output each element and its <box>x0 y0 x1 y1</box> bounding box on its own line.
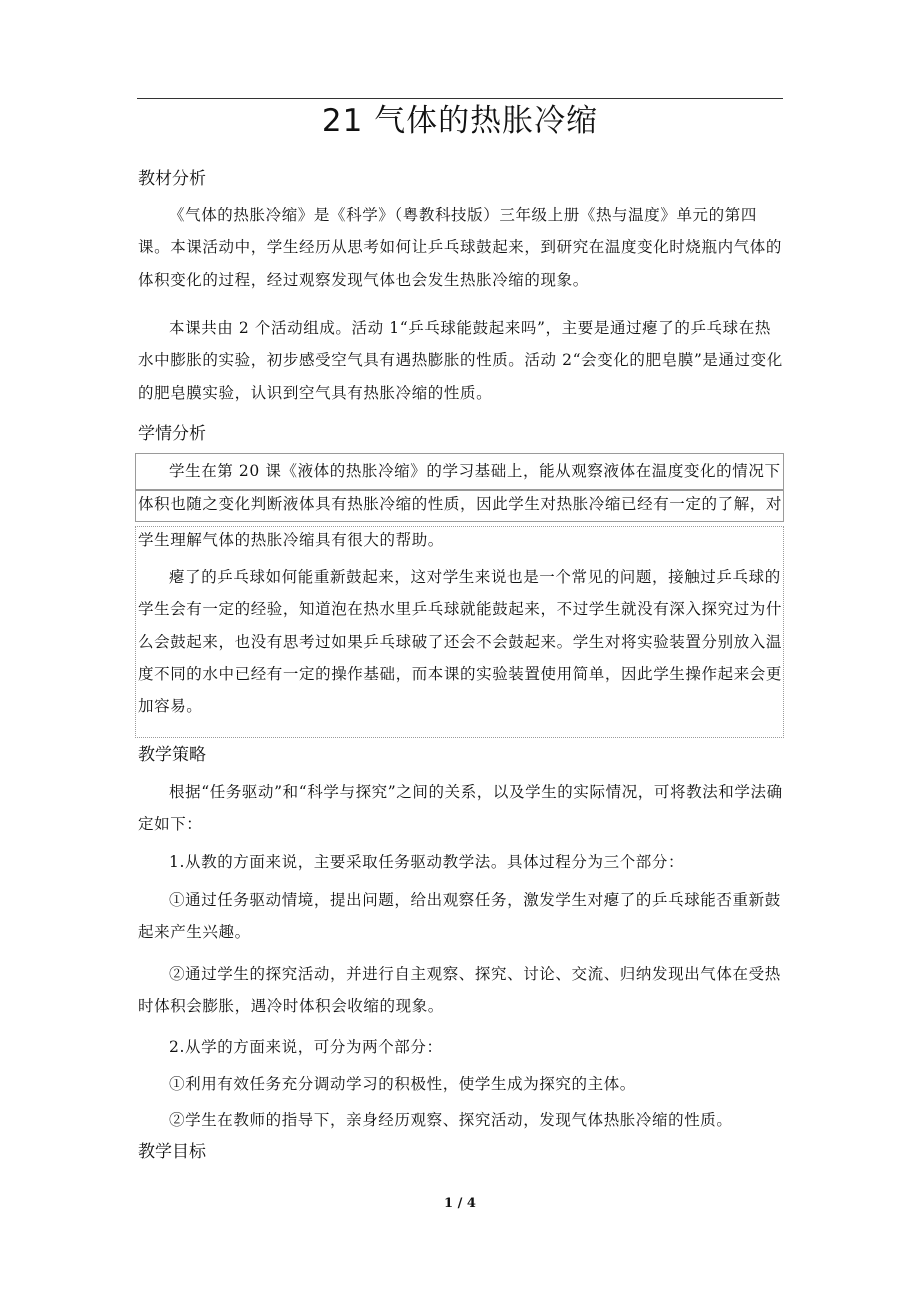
paragraph-material-2: 本课共由 2 个活动组成。活动 1“乒乓球能鼓起来吗”，主要是通过瘪了的乒乓球在热水中膨胀的实验，初步感受空气具有遇热膨胀的性质。活动 2“会变化的肥皂膜”是通过变化的肥皂膜实验，认识到空气具有热胀冷缩的性质。 <box>138 319 783 402</box>
paragraph-strategy-learning-step-2: ②学生在教师的指导下，亲身经历观察、探究活动，发现气体热胀冷缩的性质。 <box>169 1111 733 1129</box>
section-heading-material-analysis: 教材分析 <box>138 169 206 189</box>
paragraph-strategy-intro: 根据“任务驱动”和“科学与探究”之间的关系，以及学生的实际情况，可将教法和学法确定如下： <box>138 783 783 834</box>
paragraph-student-2: 瘪了的乒乓球如何能重新鼓起来，这对学生来说也是一个常见的问题，接触过乒乓球的学生会有一定的经验，知道泡在热水里乒乓球就能鼓起来，不过学生就没有深入探究过为什么会鼓起来，也没有思考过如果乒乓球破了还会不会鼓起来。学生对将实验装置分别放入温度不同的水中已经有一定的操作基础，而本课的实验装置使用简单，因此学生操作起来会更加容易。 <box>138 568 783 716</box>
paragraph-student-line-1: 学生在第 20 课《液体的热胀冷缩》的学习基础上，能从观察液体在温度变化的情况下 <box>169 462 781 480</box>
section-heading-teaching-strategy: 教学策略 <box>138 745 206 765</box>
paragraph-student-line-2: 体积也随之变化判断液体具有热胀冷缩的性质，因此学生对热胀冷缩已经有一定的了解，对 <box>138 495 783 513</box>
section-heading-teaching-goals: 教学目标 <box>138 1142 206 1162</box>
paragraph-student-line-3: 学生理解气体的热胀冷缩具有很大的帮助。 <box>138 531 444 549</box>
paragraph-strategy-learning: 2.从学的方面来说，可分为两个部分： <box>169 1038 443 1056</box>
header-rule <box>137 98 783 99</box>
paragraph-strategy-learning-step-1: ①利用有效任务充分调动学习的积极性，使学生成为探究的主体。 <box>169 1075 636 1093</box>
paragraph-strategy-teaching-step-2: ②通过学生的探究活动，并进行自主观察、探究、讨论、交流、归纳发现出气体在受热时体积会膨胀，遇冷时体积会收缩的现象。 <box>138 965 781 1016</box>
paragraph-strategy-teaching: 1.从教的方面来说，主要采取任务驱动教学法。具体过程分为三个部分： <box>169 853 685 871</box>
document-title: 21 气体的热胀冷缩 <box>321 103 599 139</box>
paragraph-material-1: 《气体的热胀冷缩》是《科学》（粤教科技版）三年级上册《热与温度》单元的第四课。本课活动中，学生经历从思考如何让乒乓球鼓起来，到研究在温度变化时烧瓶内气体的体积变化的过程，经过观察发现气体也会发生热胀冷缩的现象。 <box>138 206 783 289</box>
section-heading-student-analysis: 学情分析 <box>138 424 206 444</box>
paragraph-strategy-teaching-step-1: ①通过任务驱动情境，提出问题，给出观察任务，激发学生对瘪了的乒乓球能否重新鼓起来产生兴趣。 <box>138 891 781 942</box>
page-number: 1 / 4 <box>444 1196 476 1211</box>
